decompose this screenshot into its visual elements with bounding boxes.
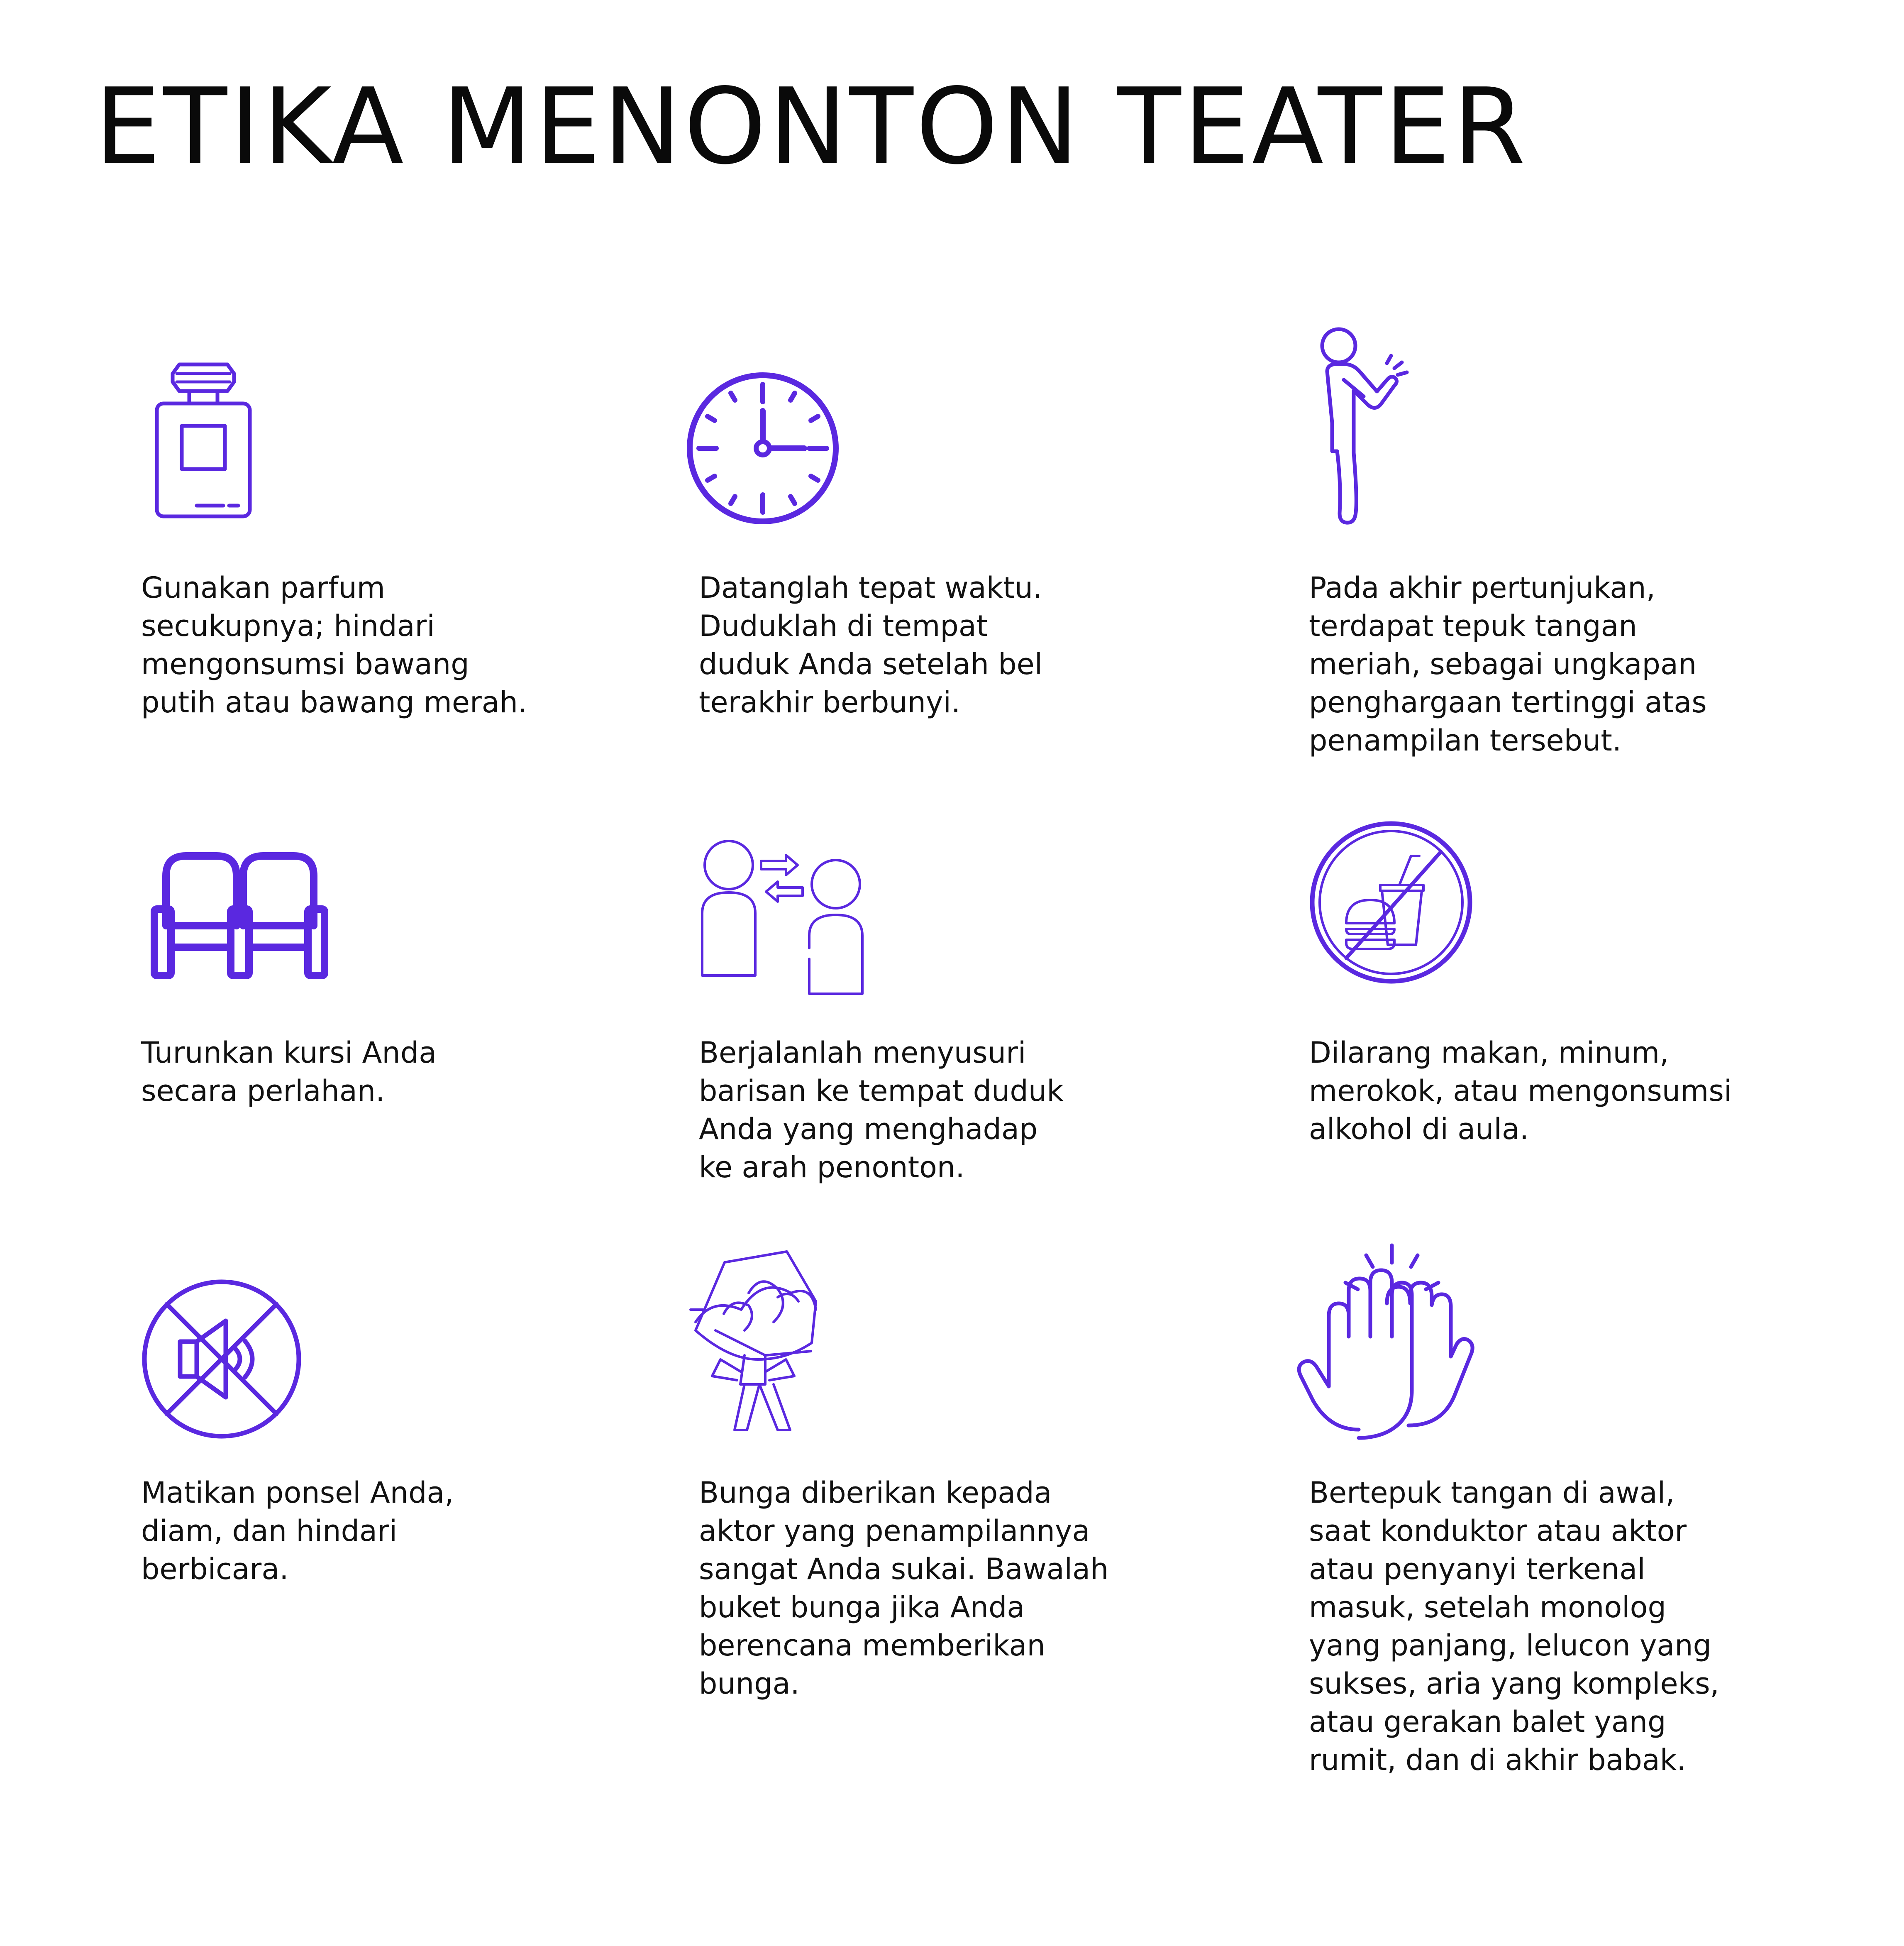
etiquette-item-text: Pada akhir pertunjukan, terdapat tepuk tangan meriah, sebagai ungkapan penghargaan tertinggi atas penampilan tersebut. xyxy=(1309,571,1707,758)
etiquette-item-text: Gunakan parfum secukupnya; hindari mengonsumsi bawang putih atau bawang merah. xyxy=(141,571,527,719)
etiquette-item-text: Bertepuk tangan di awal, saat konduktor atau aktor atau penyanyi terkenal masuk, setelah monolog yang panjang, lelucon yang sukses, aria yang kompleks, atau gerakan balet yang rumit, dan di akhir babak. xyxy=(1309,1476,1719,1777)
etiquette-item-text: Turunkan kursi Anda secara perlahan. xyxy=(141,1036,437,1108)
etiquette-item-text: Berjalanlah menyusuri barisan ke tempat duduk Anda yang menghadap ke arah penonton. xyxy=(699,1036,1064,1184)
etiquette-item-text: Dilarang makan, minum, merokok, atau mengonsumsi alkohol di aula. xyxy=(1309,1036,1732,1146)
etiquette-item-text: Matikan ponsel Anda, diam, dan hindari berbicara. xyxy=(141,1476,454,1586)
page-title: ETIKA MENONTON TEATER xyxy=(95,66,1528,188)
etiquette-item-text: Datanglah tepat waktu. Duduklah di tempat duduk Anda setelah bel terakhir berbunyi. xyxy=(699,571,1043,719)
clock-icon xyxy=(699,357,906,589)
person-clapping-icon xyxy=(1309,357,1516,589)
perfume-bottle-icon xyxy=(141,357,349,589)
etiquette-item-text: Bunga diberikan kepada aktor yang penampilannya sangat Anda sukai. Bawalah buket bunga jika Anda berencana memberikan bunga. xyxy=(699,1476,1109,1701)
